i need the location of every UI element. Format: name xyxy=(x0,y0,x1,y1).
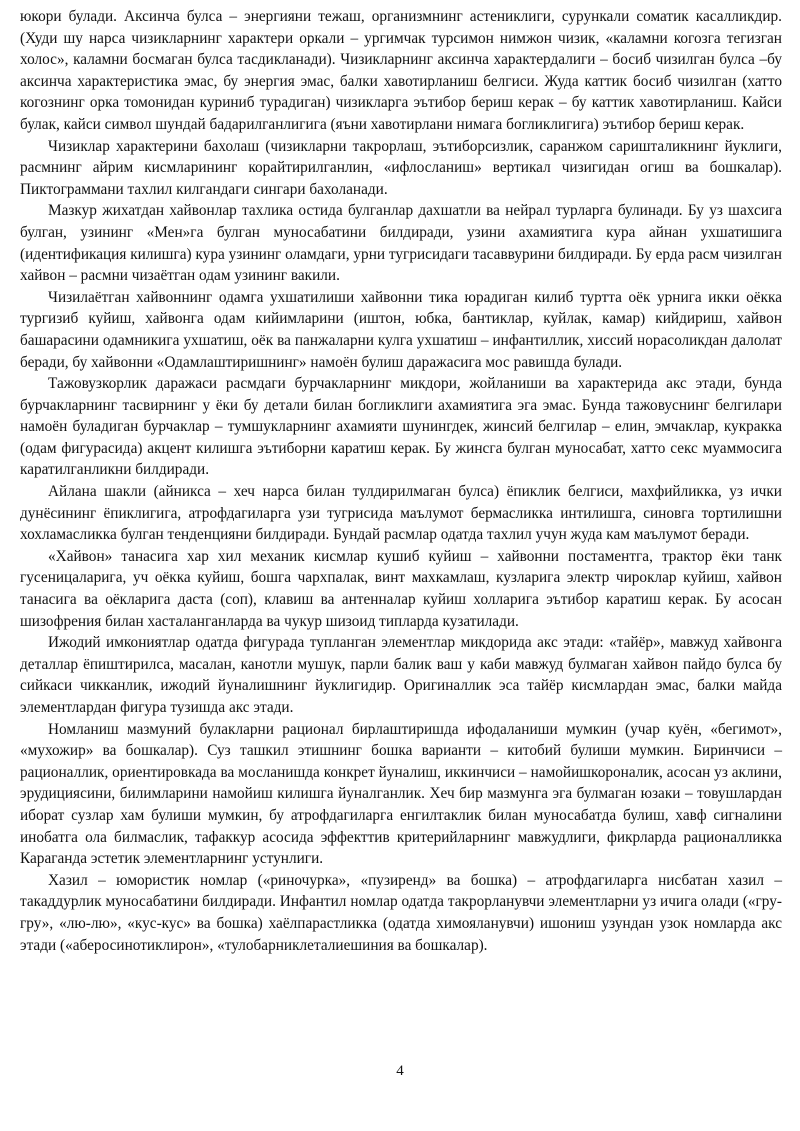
paragraph-6: Айлана шакли (айникса – хеч нарса билан тулдирилмаган булса) ёпиклик белгиси, махфийликка, уз ички дунёсининг ёпиклигига, атрофдагиларга узи тугрисида маълумот бермасликка интилишга, синовга тортилишни хохламасликка булган тенденцияни билдиради. Бундай расмлар одатда тахлил учун жуда кам маълумот беради. xyxy=(20,483,782,544)
paragraph-4: Чизилаётган хайвоннинг одамга ухшатилиши хайвонни тика юрадиган килиб туртта оёк урнига икки оёкка тургизиб куйиш, хайвонга одам кийимларини (иштон, юбка, бантиклар, куйлак, камар) кийдириш, хайвон башарасини одамникига ухшатиш, оёк ва панжаларни кулга ухшатиш – инфантиллик, хиссий норасоликдан далолат беради, бу хайвонни «Одамлаштиришнинг» намоён булиш даражасига мос равишда булади. xyxy=(20,288,782,371)
paragraph-10: Хазил – юмористик номлар («риночурка», «пузиренд» ва бошка) – атрофдагиларга нисбатан хазил – такаддурлик муносабатини билдиради. Инфантил номлар одатда такрорланувчи элементларни уз ичига олади («гру-гру», «лю-лю», «кус-кус» ва бошка) хаёлпарастликка (одатда химояланувчи) ишониш узундан узок номларда акс этади («аберосинотиклирон», «тулобарниклеталиешиния ва бошкалар). xyxy=(20,871,782,954)
paragraph-5: Тажовузкорлик даражаси расмдаги бурчакларнинг микдори, жойланиши ва характерида акс этади, бунда бурчакларнинг тасвирнинг у ёки бу детали билан богликлиги ахамиятига эга эмас. Бунда тажовуснинг белгилари намоён буладиган бурчаклар – тумшукларнинг ахамияти шунингдек, жинсий белгилар – елин, эмчаклар, кукракка (одам фигурасида) акцент килишга эътиборни каратиш керак. Бу жинсга булган муносабат, хатто секс муаммосига каратилганликни билдиради. xyxy=(20,375,782,479)
page-number: 4 xyxy=(396,1063,404,1079)
paragraph-7: «Хайвон» танасига хар хил механик кисмлар кушиб куйиш – хайвонни постаментга, трактор ёки танк гусеницаларига, уч оёкка куйиш, бошга чархпалак, винт махкамлаш, кузларига электр чироклар куйиш, хайвон танасига ва оёкларига даста (соп), клавиш ва антенналар куйиш холларига эътибор каратиш керак. Бу асосан шизофрения билан хасталанганларда ва чукур шизоид типларда кузатилади. xyxy=(20,547,782,630)
document-body xyxy=(20,6,782,956)
paragraph-9: Номланиш мазмуний булакларни рационал бирлаштиришда ифодаланиши мумкин (учар куён, «бегимот», «мухожир» ва бошкалар). Суз ташкил этишнинг бошка варианти – китобий булиши мумкин. Биринчиси – рационаллик, ориентировкада ва мосланишда конкрет йуналиш, иккинчиси – намойишкороналик, асосан уз аклини, эрудициясини, билимларини намойиш килишга йуналганлик. Хеч бир мазмунга эга булмаган юзаки – товушлардан иборат сузлар хам булиши мумкин, бу атрофдагиларга енгилтаклик билан муносабатда булиш, хавф сигналини инобатга ола билмаслик, тафаккур асосида эффекттив критерийларнинг мавжудлиги, фикрларда рационалликка Караганда эстетик элементларнинг устунлиги. xyxy=(20,720,782,868)
paragraph-1: юкори булади. Аксинча булса – энергияни тежаш, организмнинг астениклиги, сурункали соматик касалликдир. (Худи шу нарса чизикларнинг характери оркали – ургимчак турсимон нимжон чизик, «каламни когозга тегизган холос», каламни босмаган булса тасдикланади). Чизикларнинг аксинча характердалиги – босиб чизилган булса –бу аксинча характеристика эмас, бу энергия эмас, балки хавотирланиш белгиси. Жуда каттик босиб чизилган (хатто когознинг орка томонидан куриниб турадиган) чизикларга эътибор бериш керак – бу каттик хавотирланиш. Кайси булак, кайси символ шундай бадарилганлигига (яъни хавотирлани нимага богликлигига) эътибор бериш керак. xyxy=(20,8,782,133)
paragraph-2: Чизиклар характерини бахолаш (чизикларни такрорлаш, эътиборсизлик, саранжом саришталикнинг йуклиги, расмнинг айрим кисмларининг корайтирилганлин, «ифлосланиш» вертикал чизигидан огиш ва бошкалар). Пиктограммани тахлил килгандаги сингари бахоланади. xyxy=(20,137,782,198)
paragraph-3: Мазкур жихатдан хайвонлар тахлика остида булганлар дахшатли ва нейрал турларга булинади. Бу уз шахсига булган, узининг «Мен»га булган муносабатини билдиради, узини ахамиятига кура айнан ухшатишига (идентификация килишга) кура узининг оламдаги, урни тугрисидаги тасаввурини билдиради. Бу ерда расм чизилган хайвон – расмни чизаётган одам узининг вакили. xyxy=(20,202,782,285)
paragraph-8: Ижодий имкониятлар одатда фигурада тупланган элементлар микдорида акс этади: «тайёр», мавжуд хайвонга деталлар ёпиштирилса, масалан, канотли мушук, парли балик ваш у каби мавжуд булмаган хайвон пайдо булса бу сийкаси чикканлик, ижодий йуналишнинг йуклигидир. Оригиналлик эса тайёр кисмлардан эмас, балки майда элементлардан фигура тузишда акс этади. xyxy=(20,634,782,716)
